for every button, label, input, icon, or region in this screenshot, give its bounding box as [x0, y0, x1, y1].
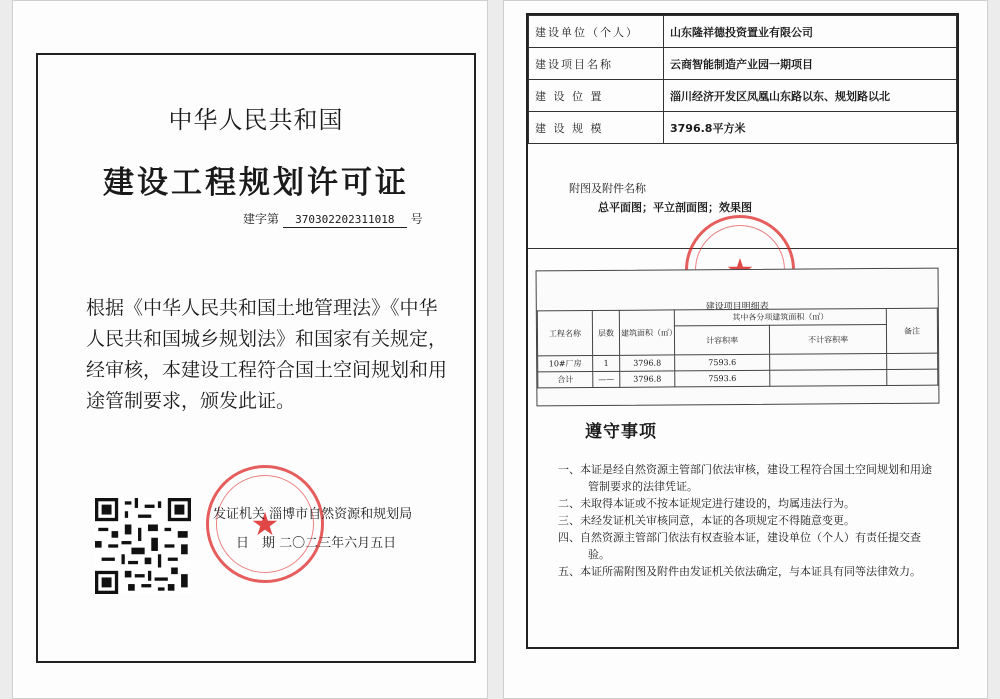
qr-code	[95, 498, 191, 594]
table-cell: 3796.8	[620, 355, 675, 371]
issue-date: 二〇二三年六月五日	[279, 536, 397, 551]
project-info-table	[528, 15, 957, 144]
list-item: 五、本证所需附图及附件由发证机关依法确定，与本证具有同等法律效力。	[558, 565, 921, 578]
field-label: 建 设 规 模	[529, 112, 664, 144]
table-cell: 1	[593, 355, 620, 371]
notices-list	[558, 461, 941, 580]
details-border	[526, 13, 959, 649]
table-cell: 7593.6	[675, 370, 770, 387]
col-header: 层数	[592, 310, 619, 355]
table-cell	[887, 369, 938, 385]
field-value: 山东隆祥德投资置业有限公司	[664, 16, 957, 48]
col-header: 工程名称	[537, 311, 592, 356]
field-value: 淄川经济开发区凤凰山东路以东、规划路以北	[664, 80, 957, 112]
permit-prefix: 建字第	[243, 212, 280, 226]
detail-table-attachment	[536, 268, 940, 407]
detail-table	[537, 308, 939, 389]
certificate-front-page	[12, 0, 488, 699]
certificate-border	[36, 53, 476, 663]
date-label: 日 期	[236, 536, 276, 551]
official-seal	[206, 465, 324, 583]
list-item: 二、未取得本证或不按本证规定进行建设的，均属违法行为。	[558, 497, 855, 510]
permit-suffix: 号	[410, 212, 423, 226]
attachments-label: 附图及附件名称	[569, 182, 646, 195]
field-value: 云商智能制造产业园一期项目	[664, 48, 957, 80]
table-cell: 7593.6	[675, 354, 770, 371]
col-header: 建筑面积（㎡）	[619, 310, 674, 355]
table-row	[529, 80, 957, 112]
attachments-section	[528, 170, 957, 249]
detail-table-title: 建设项目明细表	[705, 301, 769, 313]
table-cell	[887, 353, 938, 369]
col-header: 不计容积率	[770, 324, 887, 354]
col-header: 其中各分项建筑面积（㎡）	[674, 308, 886, 325]
table-cell: 3796.8	[620, 371, 675, 387]
col-header: 备注	[886, 308, 937, 353]
issuer-label: 发证机关	[213, 507, 266, 522]
table-cell: ——	[593, 371, 620, 387]
list-item: 一、本证是经自然资源主管部门依法审核，建设工程符合国土空间规划和用途管制要求的法律凭证。	[558, 463, 932, 493]
seal-star-icon: ★	[250, 505, 280, 543]
permit-number: 370302202311018	[283, 213, 407, 228]
table-cell: 10#厂房	[538, 356, 593, 372]
table-row	[529, 112, 957, 144]
field-label: 建设单位（个人）	[529, 16, 664, 48]
issue-date-line	[236, 532, 396, 551]
table-row	[529, 16, 957, 48]
issuer-line	[213, 503, 412, 522]
issuer-name: 淄博市自然资源和规划局	[269, 507, 413, 522]
field-label: 建 设 位 置	[529, 80, 664, 112]
field-label: 建设项目名称	[529, 48, 664, 80]
list-item: 三、未经发证机关审核同意，本证的各项规定不得随意变更。	[558, 514, 855, 527]
table-row	[538, 369, 938, 388]
permit-number-line	[243, 210, 423, 228]
table-cell: 合计	[538, 372, 593, 388]
notices-title: 遵守事项	[585, 422, 657, 442]
certificate-body-text: 根据《中华人民共和国土地管理法》《中华人民共和国城乡规划法》和国家有关规定，经审核，本建设工程符合国土空间规划和用途管制要求，颁发此证。	[86, 297, 448, 412]
field-value: 3796.8平方米	[664, 112, 957, 144]
table-cell	[770, 369, 887, 386]
certificate-back-page	[503, 0, 988, 699]
table-cell	[770, 353, 887, 370]
attachments-value: 总平面图；平立剖面图；效果图	[598, 201, 752, 214]
list-item: 四、自然资源主管部门依法有权查验本证，建设单位（个人）有责任提交查验。	[558, 531, 921, 561]
certificate-title: 建设工程规划许可证	[103, 165, 409, 201]
country-name: 中华人民共和国	[168, 106, 344, 134]
col-header: 计容积率	[674, 325, 769, 355]
table-row	[529, 48, 957, 80]
